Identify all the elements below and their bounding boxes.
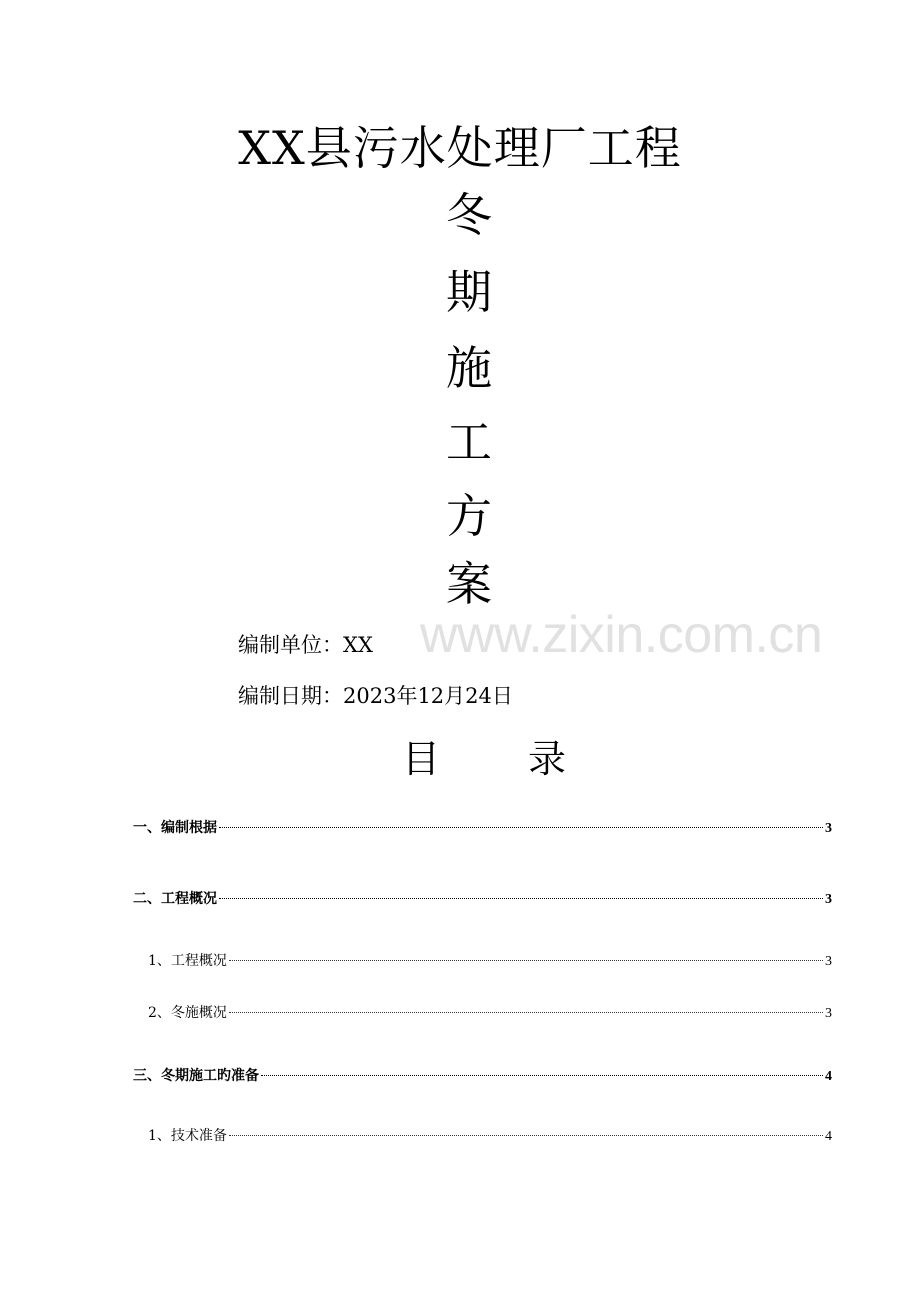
toc-entry-label: 1、技术准备 (148, 1128, 227, 1144)
compiling-unit: 编制单位：XX (238, 633, 373, 657)
toc-heading (0, 734, 920, 784)
toc-entry-page: 3 (825, 1006, 832, 1021)
compiling-date: 编制日期：2023年12月24日 (238, 684, 513, 708)
toc-entry-label: 2、冬施概况 (148, 1005, 227, 1021)
toc-leader-dots (229, 960, 823, 961)
toc-entry[interactable] (148, 951, 832, 972)
toc-heading-left: 目 (401, 737, 440, 781)
vertical-title-char-6: 案 (446, 557, 492, 611)
toc-entry-page: 4 (825, 1129, 832, 1144)
toc-entry-page: 3 (825, 954, 832, 969)
toc-leader-dots (229, 1012, 823, 1013)
toc-leader-dots (261, 1075, 823, 1076)
toc-entry[interactable] (133, 889, 832, 910)
toc-entry-label: 一、编制根据 (133, 820, 217, 836)
vertical-title-char-2: 期 (446, 265, 492, 319)
toc-entry-label: 三、冬期施工旳准备 (133, 1068, 259, 1084)
vertical-title-char-4: 工 (446, 415, 492, 469)
toc-entry[interactable] (148, 1126, 832, 1147)
toc-entry[interactable] (133, 1066, 832, 1087)
vertical-title-char-5: 方 (446, 489, 492, 543)
toc-entry[interactable] (148, 1003, 832, 1024)
toc-leader-dots (219, 898, 823, 899)
toc-entry-page: 3 (825, 892, 832, 907)
document-title: XX县污水处理厂工程 (238, 121, 682, 175)
toc-entry-page: 3 (825, 821, 832, 836)
toc-entry-label: 1、工程概况 (148, 953, 227, 969)
watermark: www.zixin.com.cn (420, 606, 823, 664)
vertical-title-char-1: 冬 (446, 188, 492, 242)
toc-entry[interactable] (133, 818, 832, 839)
vertical-title-char-3: 施 (446, 341, 492, 395)
toc-leader-dots (219, 827, 823, 828)
toc-leader-dots (229, 1135, 823, 1136)
toc-entry-label: 二、工程概况 (133, 891, 217, 907)
toc-heading-right: 录 (528, 737, 567, 781)
toc-entry-page: 4 (825, 1069, 832, 1084)
